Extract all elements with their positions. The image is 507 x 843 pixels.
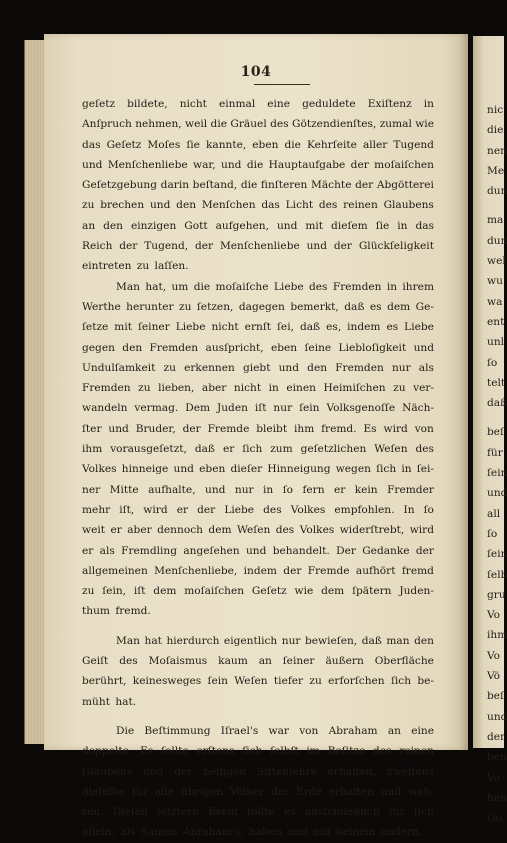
paragraph [82, 721, 434, 843]
text-line: ſter und Bruder, der Fremde bleibt ihm fremd. Es wird von [82, 422, 434, 435]
text-line: ihm vorausgeſetzt, daß er ſich zum geſetzlichen Weſen des [82, 443, 434, 456]
fragment-line: wu [487, 275, 503, 288]
fragment-line: wel [487, 255, 506, 268]
fragment-line: nic [487, 104, 504, 116]
fragment-line: Vö [487, 670, 501, 683]
fragment-line: für [487, 446, 503, 459]
fragment-line: dun [487, 185, 507, 198]
fragment-line [487, 201, 507, 210]
text-line: das Geſetz Moſes ſie kannte, eben die Kehrſeite aller Tugend [82, 138, 434, 151]
fragment-line: ſelb [487, 568, 507, 581]
text-line: Man hat, um die moſaiſche Liebe des Fremden in ihrem [116, 280, 434, 293]
text-line: Man hat hierdurch eigentlich nur bewieſen, daß man den [116, 634, 434, 647]
fragment-line: dun [487, 234, 507, 247]
left-page-block [24, 34, 468, 839]
text-line: ren. Dieſen letztern Beruf ſollte es ausſchließlich für ſich [82, 806, 434, 819]
fragment-line: all [487, 507, 501, 520]
text-line: wandeln vermag. Dem Juden iſt nur ſein Volksgenoſſe Näch- [82, 402, 434, 415]
text-line: weit er aber dennoch dem Weſen des Volkes widerſtrebt, wird [82, 524, 434, 537]
text-line: doppelte. Es ſollte erſtens ſich ſelbſt im Beſitze des reinen [82, 745, 434, 758]
text-line: allgemeinen Menſchenliebe, indem der Fremde aufhört fremd [82, 564, 434, 577]
text-line: zu brechen und den Menſchen das Licht des reinen Glaubens [82, 199, 434, 212]
fragment-line: Go [487, 812, 502, 825]
fragment-line: nen [487, 144, 507, 157]
text-line: und Menſchenliebe war, und die Hauptaufgabe der moſaiſchen [82, 158, 434, 171]
page-body [82, 94, 434, 843]
paragraph [82, 277, 434, 622]
fragment-line: daß [487, 397, 507, 410]
fragment-line: Me [487, 164, 505, 177]
text-line: eintreten zu laſſen. [82, 260, 189, 273]
fragment-line: und [487, 710, 507, 723]
fragment-line: gru [487, 588, 506, 601]
text-line: mehr iſt, wird er der Liebe des Volkes empfohlen. In ſo [82, 503, 434, 516]
fragment-line: ben [487, 751, 507, 764]
text-line: berührt, keinesweges ſein Weſen tiefer zu erforſchen ſich be- [82, 675, 434, 688]
fragment-line: wa [487, 295, 503, 308]
text-line: Glaubens und der heiligen Sittenlehre erhalten, zweitens [82, 765, 434, 778]
text-line: Geiſt des Moſaismus kaum an ſeiner äußern Oberfläche [82, 655, 434, 668]
text-line: Reich der Tugend, der Menſchenliebe und der Glückſeligkeit [82, 240, 434, 253]
header-rule [254, 84, 310, 85]
page-number: 104 [240, 64, 272, 80]
fragment-line: ent [487, 315, 505, 328]
text-line: er als Fremdling angeſehen und behandelt. Der Gedanke der [82, 544, 434, 557]
text-line: Anſpruch nehmen, weil die Gräuel des Götzendienſtes, zumal wie [82, 118, 434, 131]
fragment-line: ſein [487, 548, 507, 561]
paragraph [82, 94, 434, 277]
fragment-line: beſ [487, 690, 504, 703]
fragment-line: ma [487, 214, 504, 227]
right-page-edge [473, 36, 507, 825]
fragment-line: beſ [487, 426, 504, 439]
fragment-line [487, 413, 507, 422]
fragment-line: und [487, 487, 507, 500]
text-line: gegen den Fremden ausſpricht, eben ſeine Liebloſigkeit und [82, 341, 434, 354]
fragment-line: hen [487, 791, 507, 804]
text-line: ner Mitte aufhalte, und nur in ſo fern er kein Fremder [82, 483, 434, 496]
fragment-line: Vo [487, 649, 501, 662]
text-line: geſetz bildete, nicht einmal eine geduldete Exiſtenz in [82, 98, 434, 110]
text-line: dieſelbe für alle übrigen Völker der Erde erhalten und wah- [82, 785, 434, 798]
text-line: Werthe herunter zu ſetzen, dagegen bemerkt, daß es dem Ge- [82, 300, 434, 313]
text-line: müht hat. [82, 695, 137, 708]
fragment-line: ſo [487, 527, 498, 540]
fragment-line: Vo [487, 771, 501, 784]
text-line: Die Beſtimmung Iſrael's war von Abraham an eine [116, 724, 434, 737]
fragment-line: ſein [487, 467, 507, 480]
text-line: Volkes hinneige und eben dieſer Hinneigung wegen ſich in ſei- [82, 463, 434, 476]
text-line: ſetze mit ſeiner Liebe nicht ernſt ſei, daß es, indem es Liebe [82, 321, 434, 334]
fragment-line: die [487, 124, 504, 137]
text-line: an den einzigen Gott aufgehen, und mit dieſem ſie in das [82, 219, 434, 232]
fragment-line: telt [487, 376, 506, 389]
fragment-line: der [487, 730, 506, 743]
fragment-line: ihm [487, 629, 507, 642]
paragraph [82, 631, 434, 712]
text-line: allein, als Samen Abraham's, haben und mit keinem andern, [82, 826, 423, 839]
text-line: thum fremd. [82, 605, 151, 618]
text-line: Undulſamkeit zu erkennen giebt und den Fremden nur als [82, 361, 434, 374]
text-line: Fremden zu lieben, aber nicht in einen Heimiſchen zu ver- [82, 382, 434, 395]
text-line: Geſetzgebung darin beſtand, die finſteren Mächte der Abgötterei [82, 179, 434, 192]
fragment-line: ſo [487, 356, 498, 369]
text-line: zu ſein, iſt dem moſaiſchen Geſetz wie dem ſpätern Juden- [82, 585, 434, 598]
fragment-line: Vo [487, 609, 501, 622]
fragment-line: unl [487, 336, 505, 349]
right-page-fragments [487, 100, 507, 828]
